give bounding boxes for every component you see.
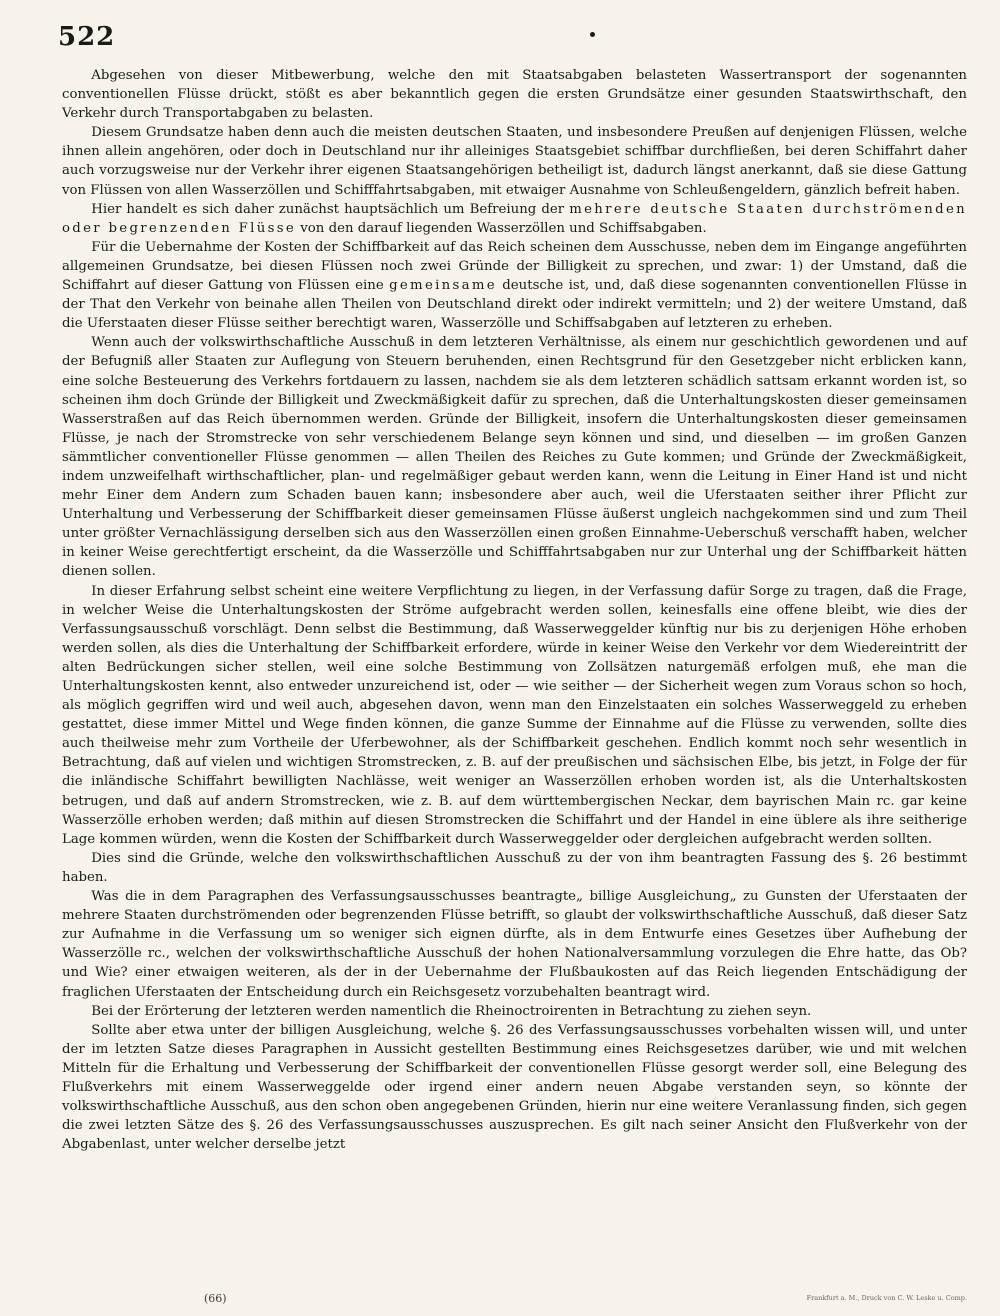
text-run: Sollte aber etwa unter der billigen Ausgleichung, welche §. 26 des Verfassungsausschusses vorbehalten wissen will, und unter der im letzten Satze dieses Paragraphen in Aussicht gestellten Bestimmung eines Reichsgesetzes darüber, wie und mit welchen Mitteln für die Erhaltung und Verbesserung der Schiffbarkeit der conventionellen Flüsse gesorgt werder soll, eine Belegung des Flußverkehrs mit einem Wasserweggelde oder irgend einer andern neuen Abgabe verstanden seyn, so könnte der volkswirthschaftliche Ausschuß, aus den schon oben angegebenen Gründen, hierin nur eine weitere Veranlassung finden, sich gegen die zwei letzten Sätze des §. 26 des Verfassungsausschusses auszusprechen. Es gilt nach seiner Ansicht den Flußverkehr von der Abgabenlast, unter welcher derselbe jetzt — [62, 1022, 967, 1153]
text-run: Abgesehen von dieser Mitbewerbung, welche den mit Staatsabgaben belasteten Wassertransport der sogenannten conventionellen Flüsse drückt, stößt es aber bekanntlich gegen die ersten Grundsätze einer gesunden Staatswirthschaft, den Verkehr durch Transportabgaben zu belasten. — [62, 68, 967, 122]
paragraph — [62, 1021, 967, 1155]
signature-mark: (66) — [204, 1292, 227, 1305]
paragraph — [62, 238, 967, 333]
text-run: Dies sind die Gründe, welche den volkswirthschaftlichen Ausschuß zu der von ihm beantragten Fassung des §. 26 bestimmt haben. — [62, 850, 967, 885]
paragraph — [62, 66, 967, 123]
page-footer — [62, 1292, 967, 1308]
ink-dot — [590, 32, 595, 37]
paragraph — [62, 849, 967, 887]
document-page — [58, 22, 968, 1305]
paragraph — [62, 333, 967, 581]
paragraph — [62, 1002, 967, 1021]
page-number: 522 — [58, 22, 116, 52]
text-run: Was die in dem Paragraphen des Verfassungsausschusses beantragte„ billige Ausgleichung„ zu Gunsten der Uferstaaten der mehrere Staaten durchströmenden oder begrenzenden Flüsse betrifft, so glaubt der volkswirthschaftliche Ausschuß, daß dieser Satz zur Aufnahme in die Verfassung um so weniger sich eignen dürfte, als in dem Entwurfe eines Gesetzes über Aufhebung der Wasserzölle rc., welchen der volkswirthschaftliche Ausschuß der hohen Nationalversammlung vorzulegen die Ehre hatte, das Ob? und Wie? einer etwaigen weiteren, als der in der Uebernahme der Flußbaukosten auf das Reich liegenden Entschädigung der fraglichen Uferstaaten der Entscheidung durch ein Reichsgesetz vorzubehalten beantragt wird. — [62, 889, 967, 1000]
printer-imprint: Frankfurt a. M., Druck von C. W. Leske u. Comp. — [806, 1294, 967, 1302]
paragraph — [62, 887, 967, 1002]
text-run: deutsche ist, und, daß diese sogenannten conventionellen Flüsse in der That den Verkehr von beinahe allen Theilen von Deutschland direkt oder indirekt vermitteln; und 2) der weitere Umstand, daß die Uferstaaten dieser Flüsse seither berechtigt waren, Wasserzölle und Schiffsabgaben auf letzteren zu erheben. — [62, 278, 968, 332]
text-run: Hier handelt es sich daher zunächst hauptsächlich um Befreiung der — [91, 201, 570, 217]
text-run: von den darauf liegenden Wasserzöllen und Schiffsabgaben. — [296, 220, 707, 236]
body-text — [62, 66, 967, 1154]
text-run: Diesem Grundsatze haben denn auch die meisten deutschen Staaten, und insbesondere Preußen auf denjenigen Flüssen, welche ihnen allein angehören, oder doch in Deutschland nur ihr alleiniges Staatsgebiet schiffbar durchfließen, bei deren Schiffahrt daher auch vorzugsweise nur der Verkehr ihrer eigenen Staatsangehörigen betheiligt ist, dadurch längst anerkannt, daß sie diese Gattung von Flüssen von allen Wasserzöllen und Schifffahrtsabgaben, mit etwaiger Ausnahme von Schleußengeldern, gänzlich befreit haben. — [62, 125, 967, 198]
text-run: Wenn auch der volkswirthschaftliche Ausschuß in dem letzteren Verhältnisse, als einem nur geschichtlich gewordenen und auf der Befugniß aller Staaten zur Auflegung von Steuern beruhenden, einen Rechtsgrund für den Gesetzgeber nicht erblicken kann, eine solche Besteuerung des Verkehrs fortdauern zu lassen, nachdem sie als dem letzteren schädlich sattsam erkannt worden ist, so scheinen ihm doch Gründe der Billigkeit und Zweckmäßigkeit dafür zu sprechen, daß die Unterhaltungskosten dieser gemeinsamen Wasserstraßen auf das Reich übernommen werden. Gründe der Billigkeit, insofern die Unterhaltungskosten dieser gemeinsamen Flüsse, je nach der Stromstrecke von sehr verschiedenem Belange seyn können und sind, und dieselben — im großen Ganzen sämmtlicher conventioneller Flüsse genommen — allen Theilen des Reiches zu Gute kommen; und Gründe der Zweckmäßigkeit, indem unzweifelhaft wirthschaftlicher, plan- und regelmäßiger gebaut werden kann, wenn die Leitung in Einer Hand ist und nicht mehr Einer dem Andern zum Schaden bauen kann; insbesondere aber auch, weil die Uferstaaten seither ihrer Pflicht zur Unterhaltung und Verbesserung der Schiffbarkeit dieser gemeinsamen Flüsse äußerst ungleich nachgekommen sind und zum Theil unter größter Vernachlässigung derselben sich aus den Wasserzöllen einen großen Einnahme-Ueberschuß verschafft haben, welcher in keiner Weise gerechtfertigt erscheint, da die Wasserzölle und Schifffahrtsabgaben nur zur Unterhal ung der Schiffbarkeit hätten dienen sollen. — [62, 335, 967, 580]
emphasized-text: gemeinsame — [389, 278, 497, 294]
text-run: Bei der Erörterung der letzteren werden namentlich die Rheinoctroirenten in Betrachtung zu ziehen seyn. — [91, 1003, 812, 1019]
paragraph — [62, 123, 967, 199]
text-run: Für die Uebernahme der Kosten der Schiffbarkeit auf das Reich scheinen dem Ausschusse, neben dem im Eingange angeführten allgemeinen Grundsatze, bei diesen Flüssen noch zwei Gründe der Billigkeit zu sprechen, und zwar: 1) der Umstand, daß die Schiffahrt auf dieser Gattung von Flüssen eine — [62, 239, 967, 294]
paragraph — [62, 582, 967, 849]
paragraph — [62, 200, 967, 238]
emphasized-text: mehrere deutsche Staaten durchströmenden oder begrenzenden Flüsse — [62, 201, 967, 236]
text-run: In dieser Erfahrung selbst scheint eine weitere Verpflichtung zu liegen, in der Verfassung dafür Sorge zu tragen, daß die Frage, in welcher Weise die Unterhaltungskosten der Ströme aufgebracht werden sollen, keinesfalls eine offene bleibt, wie dies der Verfassungsausschuß vorschlägt. Denn selbst die Bestimmung, daß Wasserweggelder künftig nur bis zu derjenigen Höhe erhoben werden sollen, als dies die Unterhaltung der Schiffbarkeit erfordere, würde in keiner Weise den Verkehr vor dem Wiedereintritt der alten Bedrückungen sicher stellen, weil eine solche Bestimmung von Zollsätzen naturgemäß erfolgen muß, ehe man die Unterhaltungskosten kennt, also entweder unzureichend ist, oder — wie seither — der Sicherheit wegen zum Voraus schon so hoch, als möglich gegriffen wird und weil auch, abgesehen davon, wenn man den Einzelstaaten ein solches Wasserweggeld zu erheben gestattet, diese immer Mittel und Wege finden können, die ganze Summe der Einnahme auf die Flüsse zu verwenden, sollte dies auch theilweise mehr zum Vortheile der Uferbewohner, als der Schiffbarkeit geschehen. Endlich kommt noch sehr wesentlich in Betrachtung, daß auf vielen und wichtigen Stromstrecken, z. B. auf der preußischen und sächsischen Elbe, bis jetzt, in Folge der für die inländische Schiffahrt bewilligten Nachlässe, weit weniger an Wasserzöllen erhoben worden ist, als die Unterhaltskosten betrugen, und daß auf andern Stromstrecken, wie z. B. auf dem württembergischen Neckar, dem bayrischen Main rc. gar keine Wasserzölle erhoben werden; daß mithin auf diesen Stromstrecken die Schiffahrt und der Handel in eine üblere als ihre seitherige Lage kommen würden, wenn die Kosten der Schiffbarkeit durch Wasserweggelder oder dergleichen aufgebracht werden sollten. — [62, 583, 967, 847]
